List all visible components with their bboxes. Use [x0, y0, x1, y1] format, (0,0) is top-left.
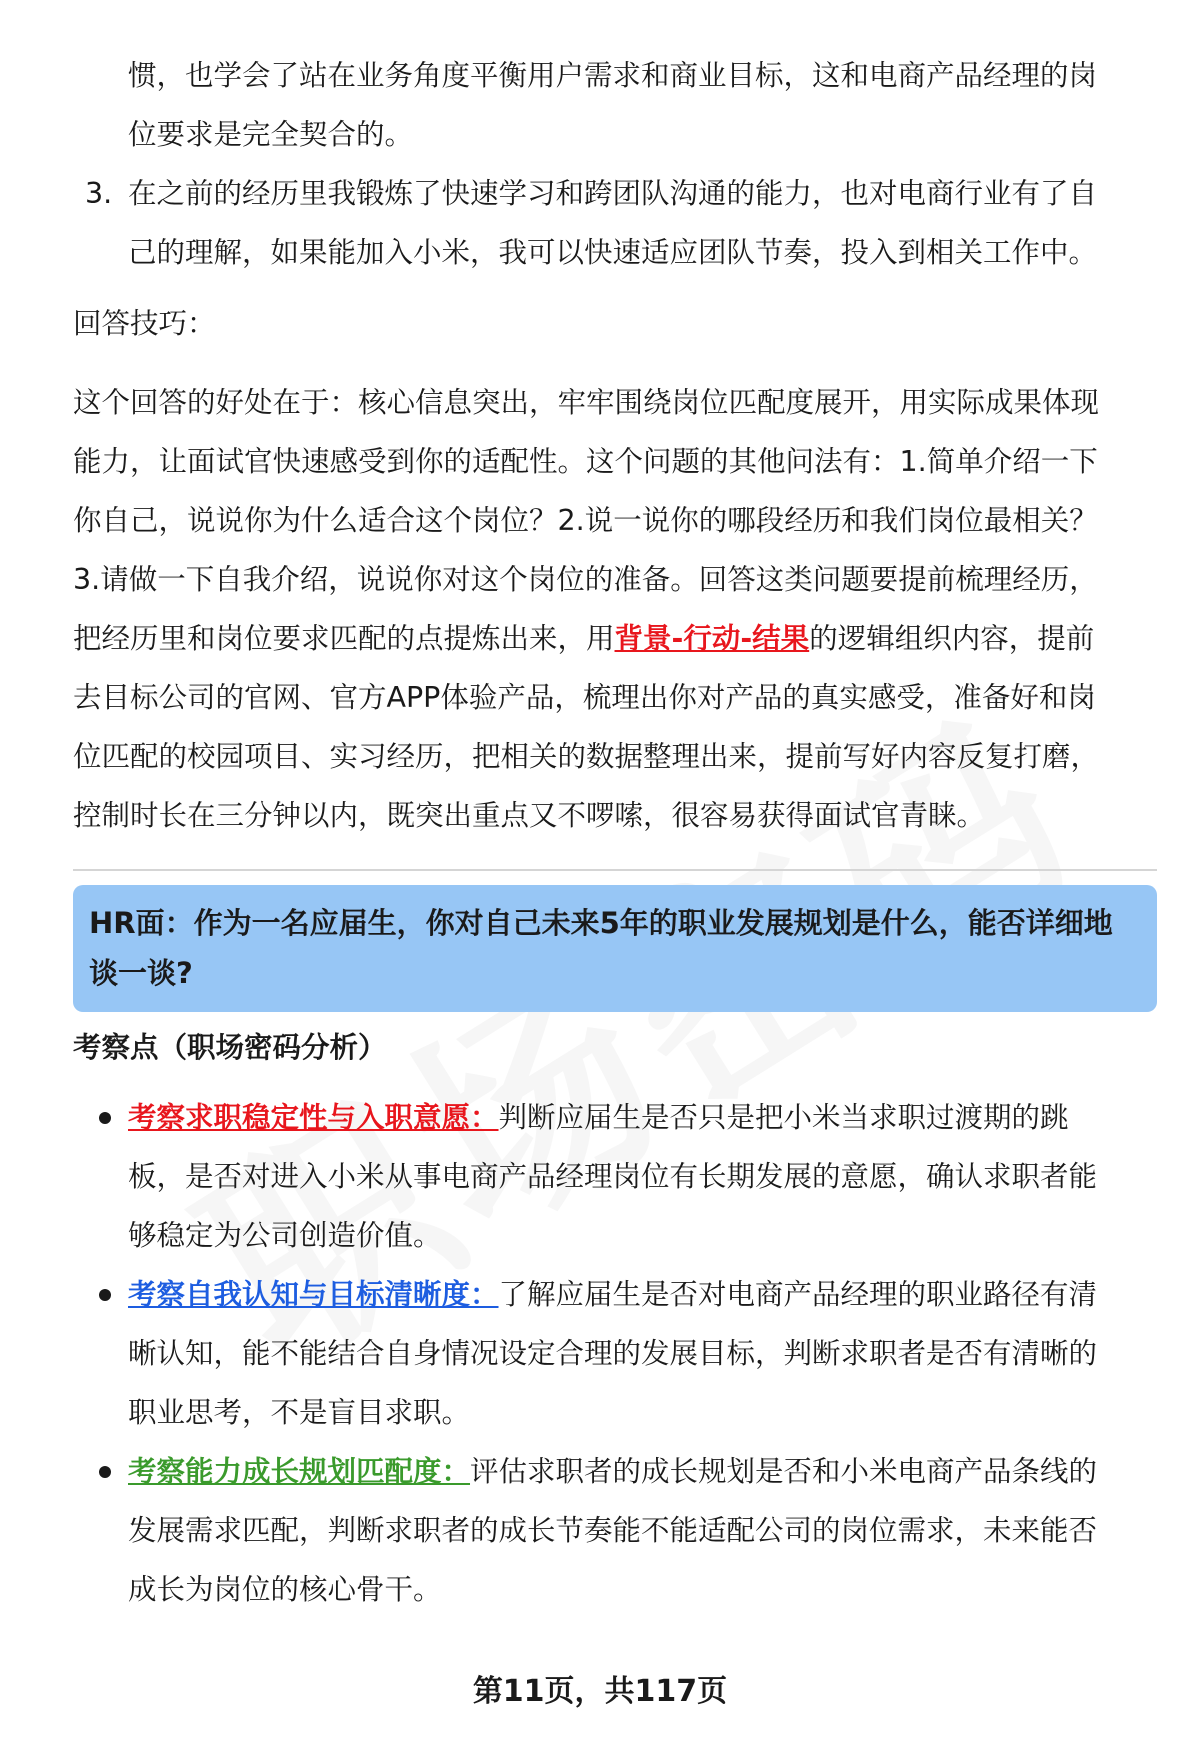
bullet-dot — [99, 1112, 111, 1124]
bullet-text: 发展需求匹配，判断求职者的成长节奏能不能适配公司的岗位需求，未来能否 — [128, 1514, 1098, 1547]
highlight-keyword: 背景-行动-结果 — [614, 622, 810, 655]
tips-heading: 回答技巧： — [73, 307, 216, 340]
tips-line-7: 位匹配的校园项目、实习经历，把相关的数据整理出来，提前写好内容反复打磨， — [73, 740, 1100, 773]
page-footer: 第11页，共117页 — [472, 1674, 728, 1709]
tips-line-1: 这个回答的好处在于：核心信息突出，牢牢围绕岗位匹配度展开，用实际成果体现 — [73, 386, 1100, 419]
bullet-text: 够稳定为公司创造价值。 — [128, 1219, 442, 1252]
bullet-text: 成长为岗位的核心骨干。 — [128, 1573, 442, 1606]
tips-paragraph — [73, 373, 1157, 845]
bullet-dot — [99, 1466, 111, 1478]
section-divider — [73, 869, 1157, 871]
tips-line-8: 控制时长在三分钟以内，既突出重点又不啰嗦，很容易获得面试官青睐。 — [73, 799, 986, 832]
item3-line-2: 己的理解，如果能加入小米，我可以快速适应团队节奏，投入到相关工作中。 — [128, 236, 1098, 269]
bullet-item-stability — [73, 1088, 1157, 1265]
bullet-text: 判断应届生是否只是把小米当求职过渡期的跳 — [498, 1101, 1069, 1134]
bullet-item-self-awareness — [73, 1265, 1157, 1442]
item3-line-1: 在之前的经历里我锻炼了快速学习和跨团队沟通的能力，也对电商行业有了自 — [128, 177, 1098, 210]
bullet-keyword: 考察能力成长规划匹配度： — [128, 1455, 471, 1488]
numbered-item-3 — [73, 164, 1157, 282]
question-line-2: 谈一谈? — [89, 956, 193, 990]
tips-line-5 — [73, 609, 1157, 668]
bullet-text: 晰认知，能不能结合自身情况设定合理的发展目标，判断求职者是否有清晰的 — [128, 1337, 1098, 1370]
tips-line-4: 3.请做一下自我介绍，说说你对这个岗位的准备。回答这类问题要提前梳理经历， — [73, 563, 1098, 596]
analysis-heading: 考察点（职场密码分析） — [73, 1031, 387, 1064]
bullet-text: 职业思考，不是盲目求职。 — [128, 1396, 471, 1429]
list-continuation-line-1: 惯，也学会了站在业务角度平衡用户需求和商业目标，这和电商产品经理的岗 — [128, 59, 1098, 92]
tips-line-5-after: 的逻辑组织内容，提前 — [809, 622, 1095, 655]
bullet-dot — [99, 1289, 111, 1301]
tips-line-3: 你自己，说说你为什么适合这个岗位？2.说一说你的哪段经历和我们岗位最相关？ — [73, 504, 1098, 537]
tips-line-6: 去目标公司的官网、官方APP体验产品，梳理出你对产品的真实感受，准备好和岗 — [73, 681, 1096, 714]
tips-line-5-before: 把经历里和岗位要求匹配的点提炼出来，用 — [73, 622, 615, 655]
bullet-keyword: 考察求职稳定性与入职意愿： — [128, 1101, 499, 1134]
bullet-keyword: 考察自我认知与目标清晰度： — [128, 1278, 499, 1311]
question-box — [73, 885, 1157, 1012]
question-line-1: HR面：作为一名应届生，你对自己未来5年的职业发展规划是什么，能否详细地 — [89, 906, 1113, 940]
item-number: 3. — [85, 177, 113, 210]
tips-line-2: 能力，让面试官快速感受到你的适配性。这个问题的其他问法有：1.简单介绍一下 — [73, 445, 1098, 478]
bullet-text: 评估求职者的成长规划是否和小米电商产品条线的 — [470, 1455, 1098, 1488]
document-page — [73, 0, 1157, 1619]
bullet-item-growth-plan — [73, 1442, 1157, 1619]
list-continuation-line-2: 位要求是完全契合的。 — [128, 118, 414, 151]
bullet-text: 板，是否对进入小米从事电商产品经理岗位有长期发展的意愿，确认求职者能 — [128, 1160, 1098, 1193]
bullet-text: 了解应届生是否对电商产品经理的职业路径有清 — [498, 1278, 1098, 1311]
